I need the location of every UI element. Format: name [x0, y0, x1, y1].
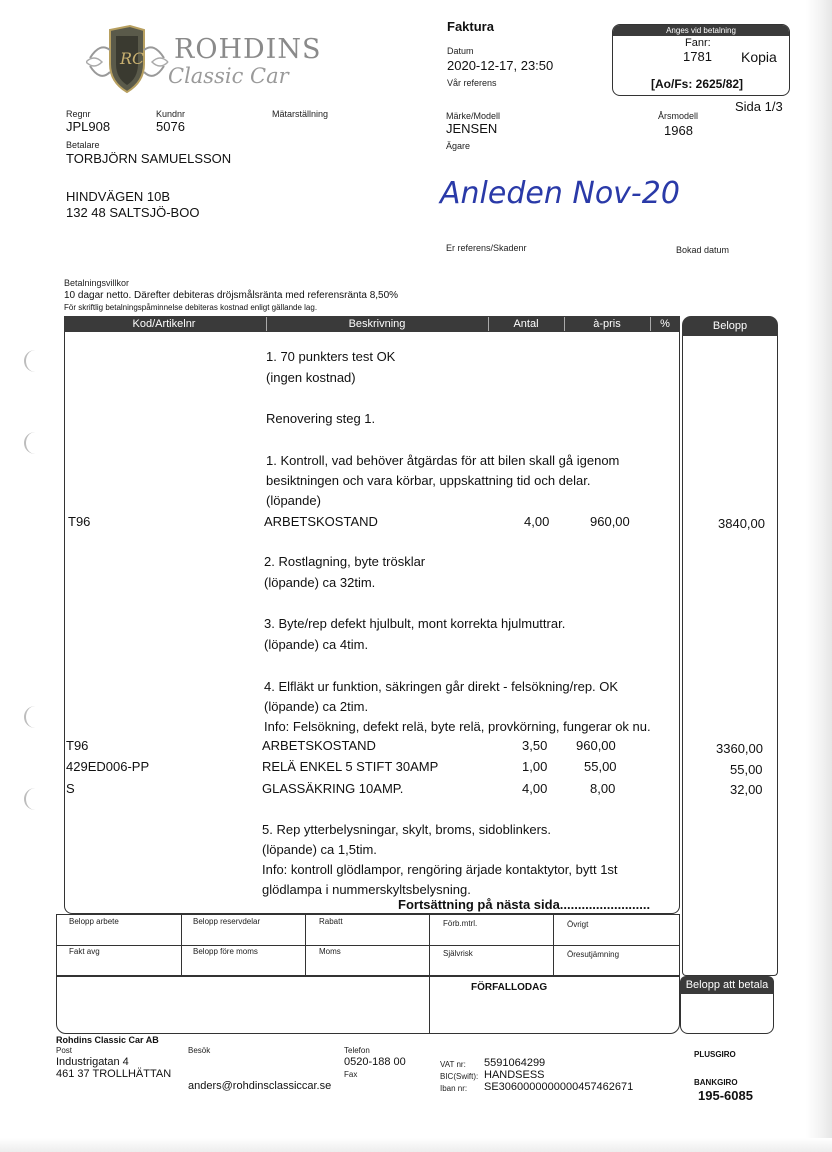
continued-note: Fortsättning på nästa sida......................... — [398, 897, 651, 912]
desc-line: Info: Felsökning, defekt relä, byte relä, provkörning, fungerar ok nu. — [264, 719, 651, 734]
vat-number: 5591064299 — [484, 1057, 546, 1069]
due-date-label: FÖRFALLODAG — [471, 982, 548, 993]
payment-reference-box — [612, 24, 790, 96]
amount-to-pay-label: Belopp att betala — [680, 976, 774, 994]
table-header — [64, 316, 680, 332]
vat-number-label: VAT nr: — [440, 1060, 466, 1069]
date-label: Datum — [447, 46, 474, 56]
page-edge-shadow — [806, 0, 832, 1152]
booked-date-label: Bokad datum — [676, 245, 730, 255]
page-number: Sida 1/3 — [735, 99, 783, 114]
invoice-date: 2020-12-17, 23:50 — [447, 58, 554, 73]
col-amount-header: Belopp — [682, 316, 778, 336]
payer-name: TORBJÖRN SAMUELSSON — [66, 151, 232, 166]
item-desc: RELÄ ENKEL 5 STIFT 30AMP — [262, 759, 439, 774]
invoice-fee-label: Fakt avg — [69, 947, 100, 956]
desc-line: glödlampa i nummerskyltsbelysning. — [262, 882, 471, 897]
item-desc: GLASSÄKRING 10AMP. — [262, 781, 404, 796]
your-ref-label: Er referens/Skadenr — [446, 243, 527, 253]
total-other-label: Övrigt — [567, 920, 589, 929]
total-discount-label: Rabatt — [319, 917, 343, 926]
kundnr-label: Kundnr — [156, 109, 186, 119]
model-label: Märke/Modell — [446, 111, 501, 121]
amount-column-box — [682, 336, 778, 976]
col-desc-header: Beskrivning — [348, 318, 406, 330]
terms-reminder: För skriftlig betalningspåminnelse debiteras kostnad enligt gällande lag. — [64, 303, 318, 312]
grid-line — [181, 915, 182, 975]
item-price: 8,00 — [590, 781, 616, 796]
item-amount: 32,00 — [730, 782, 763, 797]
desc-line: besiktningen och vara körbar, uppskattning tid och delar. — [266, 473, 591, 488]
company-email: anders@rohdinsclassiccar.se — [188, 1080, 332, 1092]
owner-label: Ägare — [446, 141, 471, 151]
visit-label: Besök — [188, 1046, 211, 1055]
regnr-label: Regnr — [66, 109, 91, 119]
grid-line — [429, 977, 430, 1033]
excess-label: Självrisk — [443, 949, 473, 958]
item-qty: 3,50 — [522, 738, 548, 753]
grid-line — [553, 915, 554, 975]
col-qty-header: Antal — [513, 318, 539, 330]
desc-line: (löpande) ca 4tim. — [264, 637, 369, 652]
company-address-1: Industrigatan 4 — [56, 1056, 129, 1068]
rounding-label: Öresutjämning — [567, 950, 620, 959]
terms-text: 10 dagar netto. Därefter debiteras dröjsmålsränta med referensränta 8,50% — [64, 290, 399, 301]
item-code: 429ED006-PP — [66, 759, 150, 774]
bankgiro-label: BANKGIRO — [694, 1078, 738, 1087]
grid-line — [429, 915, 430, 975]
model-value: JENSEN — [446, 121, 498, 136]
logo-subtext: Classic Car — [168, 64, 289, 88]
total-parts-label: Belopp reservdelar — [193, 917, 261, 926]
punch-hole-mark — [24, 706, 40, 728]
year-label: Årsmodell — [658, 111, 699, 121]
item-desc: ARBETSKOSTAND — [264, 514, 378, 529]
punch-hole-mark — [24, 350, 40, 372]
item-price: 55,00 — [584, 759, 617, 774]
desc-line: Info: kontroll glödlampor, rengöring ärjade kontaktytor, bytt 1st — [262, 862, 618, 877]
punch-hole-mark — [24, 788, 40, 810]
fanr-label: Fanr: — [685, 37, 711, 49]
item-desc: ARBETSKOSTAND — [262, 738, 376, 753]
desc-line: (ingen kostnad) — [266, 370, 356, 385]
desc-line: (löpande) ca 1,5tim. — [262, 842, 377, 857]
desc-line: 3. Byte/rep defekt hjulbult, mont korrekta hjulmuttrar. — [264, 616, 566, 631]
desc-line: (löpande) ca 32tim. — [264, 575, 376, 590]
regnr-value: JPL908 — [66, 119, 111, 134]
desc-line: 1. Kontroll, vad behöver åtgärdas för att bilen skall gå igenom — [266, 453, 620, 468]
desc-line: 1. 70 punkters test OK — [266, 349, 396, 364]
ao-fs-ref: [Ao/Fs: 2625/82] — [651, 77, 744, 91]
item-price: 960,00 — [590, 514, 630, 529]
copy-label: Kopia — [741, 49, 777, 65]
payer-label: Betalare — [66, 140, 100, 150]
fax-label: Fax — [344, 1070, 358, 1079]
due-date-box — [56, 976, 680, 1034]
col-pct-header: % — [660, 318, 670, 330]
item-code: S — [66, 781, 75, 796]
item-code: T96 — [66, 738, 89, 753]
amount-to-pay-box — [680, 994, 774, 1034]
year-value: 1968 — [664, 123, 693, 138]
our-ref-label: Vår referens — [447, 78, 497, 88]
totals-grid — [56, 914, 680, 976]
desc-line: 5. Rep ytterbelysningar, skylt, broms, sidoblinkers. — [262, 822, 552, 837]
company-address-2: 461 37 TROLLHÄTTAN — [56, 1068, 172, 1080]
item-price: 960,00 — [576, 738, 616, 753]
punch-hole-mark — [24, 432, 40, 454]
vat-label: Moms — [319, 947, 341, 956]
iban-label: Iban nr: — [440, 1084, 468, 1093]
desc-line: Renovering steg 1. — [266, 411, 376, 426]
invoice-title: Faktura — [447, 19, 494, 34]
payer-city: 132 48 SALTSJÖ-BOO — [66, 205, 200, 220]
company-phone: 0520-188 00 — [344, 1056, 406, 1068]
copy-box-header: Anges vid betalning — [613, 25, 789, 36]
desc-line: 2. Rostlagning, byte trösklar — [264, 554, 426, 569]
item-qty: 4,00 — [522, 781, 548, 796]
desc-line: (löpande) ca 2tim. — [264, 699, 369, 714]
page-bottom-shadow — [0, 1138, 832, 1152]
item-amount: 3840,00 — [718, 516, 765, 531]
logo-text: ROHDINS — [174, 34, 322, 65]
mileage-label: Mätarställning — [272, 109, 329, 119]
phone-label: Telefon — [344, 1046, 370, 1055]
col-price-header: à-pris — [593, 318, 621, 330]
col-code-header: Kod/Artikelnr — [132, 318, 196, 330]
bic-value: HANDSESS — [484, 1069, 545, 1081]
svg-text:RC: RC — [120, 49, 145, 68]
grid-line — [305, 915, 306, 975]
desc-line: (löpande) — [266, 493, 321, 508]
grid-line — [57, 945, 679, 946]
kundnr-value: 5076 — [156, 119, 185, 134]
bic-label: BIC(Swift): — [440, 1072, 479, 1081]
desc-line: 4. Elfläkt ur funktion, säkringen går direkt - felsökning/rep. OK — [264, 679, 619, 694]
iban-value: SE3060000000000457462671 — [484, 1081, 634, 1093]
payer-street: HINDVÄGEN 10B — [66, 189, 171, 204]
item-amount: 55,00 — [730, 762, 763, 777]
bankgiro-value: 195-6085 — [698, 1088, 753, 1103]
item-code: T96 — [68, 514, 91, 529]
plusgiro-label: PLUSGIRO — [694, 1050, 736, 1059]
terms-label: Betalningsvillkor — [64, 278, 130, 288]
handwritten-note: Anleden Nov-20 — [440, 176, 680, 211]
item-amount: 3360,00 — [716, 741, 763, 756]
before-vat-label: Belopp före moms — [193, 947, 258, 956]
post-label: Post — [56, 1046, 73, 1055]
item-qty: 1,00 — [522, 759, 548, 774]
item-qty: 4,00 — [524, 514, 550, 529]
company-name: Rohdins Classic Car AB — [56, 1035, 159, 1045]
total-work-label: Belopp arbete — [69, 917, 119, 926]
invoice-number: 1781 — [683, 49, 712, 64]
total-consumables-label: Förb.mtrl. — [443, 919, 478, 928]
